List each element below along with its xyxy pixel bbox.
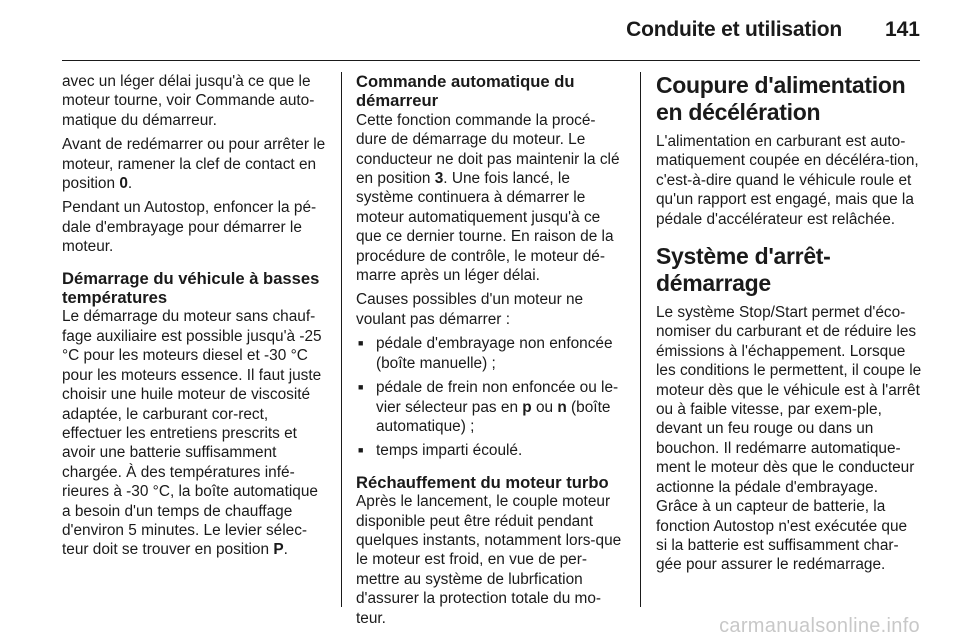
bold-text: P [273,541,284,559]
text: Le démarrage du moteur sans chauf-fage auxiliaire est possible jusqu'à -25 °C pour les moteurs diesel et -30 °C pour les moteurs essence. Il faut juste choisir une huile moteur de viscosité adaptée, le carburant cor-rect, effectuer les entretiens prescrits et avoir une batterie suffisamment chargée. À des températures infé-rieures à -30 °C, la boîte automatique a besoin d'un temps de chauffage d'environ 5 minutes. Le levier sélec-teur doit se trouver en position [62,308,322,559]
list-item: ■ temps imparti écoulé. [356,441,626,460]
section-title: Conduite et utilisation [626,18,842,41]
column-right [656,72,922,612]
header-divider [62,60,920,61]
paragraph [62,135,327,193]
bullet-list [356,334,626,460]
list-item [356,378,626,436]
paragraph [356,111,626,286]
text: . Une fois lancé, le système continuera à démarrer le moteur automatiquement jusqu'à ce que ce dernier tourne. En raison de la procédure de contrôle, le moteur dé-marre après un léger délai. [356,170,614,285]
text: pédale de frein non enfoncée ou le-vier sélecteur pas en [376,379,619,416]
page-header [0,0,960,60]
bold-text: n [557,398,567,416]
column-middle [356,72,626,627]
paragraph: Après le lancement, le couple moteur disponible peut être réduit pendant quelques instants, notamment lors-que le moteur est froid, en vue de per-mettre au système de lubrfication d'assurer la protection totale du mo-teur. [356,493,622,627]
watermark: carmanualsonline.info [719,615,920,637]
paragraph: L'alimentation en carburant est auto-matiquement coupée en décéléra-tion, c'est-à-dire quand le véhicule roule et qu'un rapport est engagé, mais que la pédale d'accélérateur est relâchée. [656,133,919,228]
text: Cette fonction commande la procé-dure de démarrage du moteur. Le conducteur ne doit pas maintenir la clé en position [356,111,620,188]
text: . [283,541,288,559]
section-heading: Système d'arrêt-démarrage [656,243,831,297]
subsection-heading: Réchauffement du moteur turbo [356,472,609,492]
column-divider [640,72,641,607]
paragraph [62,307,327,559]
bold-text: 3 [434,170,444,188]
paragraph: Causes possibles d'un moteur ne voulant pas démarrer : [356,291,584,328]
text: ou [531,398,558,416]
text: Avant de redémarrer ou pour arrêter le moteur, ramener la clef de contact en position [62,136,326,193]
page-number: 141 [884,18,920,41]
text: . [127,175,133,193]
column-left [62,72,327,612]
subsection-heading: Démarrage du véhicule à basses températures [62,268,320,308]
bold-text: 0 [119,175,128,193]
column-divider [341,72,342,607]
section-heading: Coupure d'alimentation en décélération [656,72,906,125]
list-item: ■ pédale d'embrayage non enfoncée (boîte manuelle) ; [356,334,626,373]
bold-text: p [522,398,532,416]
subsection-heading: Commande automatique du démarreur [356,72,575,111]
paragraph: Le système Stop/Start permet d'éco-nomiser du carburant et de réduire les émissions à l'échappement. Lorsque les conditions le permettent, il coupe le moteur dès que le véhicule est à l'arrêt ou à faible vitesse, par exem-ple, devant un feu rouge ou dans un bouchon. Il redémarre automatique-ment le moteur dès que le conducteur actionne la pédale d'embrayage. Grâce à un capteur de batterie, la fonction Autostop n'est exécutée que si la batterie est suffisamment char-gée pour assurer le redémarrage. [656,304,922,574]
text: (boîte automatique) ; [376,398,611,435]
paragraph: Pendant un Autostop, enfoncer la pé-dale d'embrayage pour démarrer le moteur. [62,199,317,256]
paragraph: avec un léger délai jusqu'à ce que le moteur tourne, voir Commande auto-matique du démarreur. [62,73,315,129]
